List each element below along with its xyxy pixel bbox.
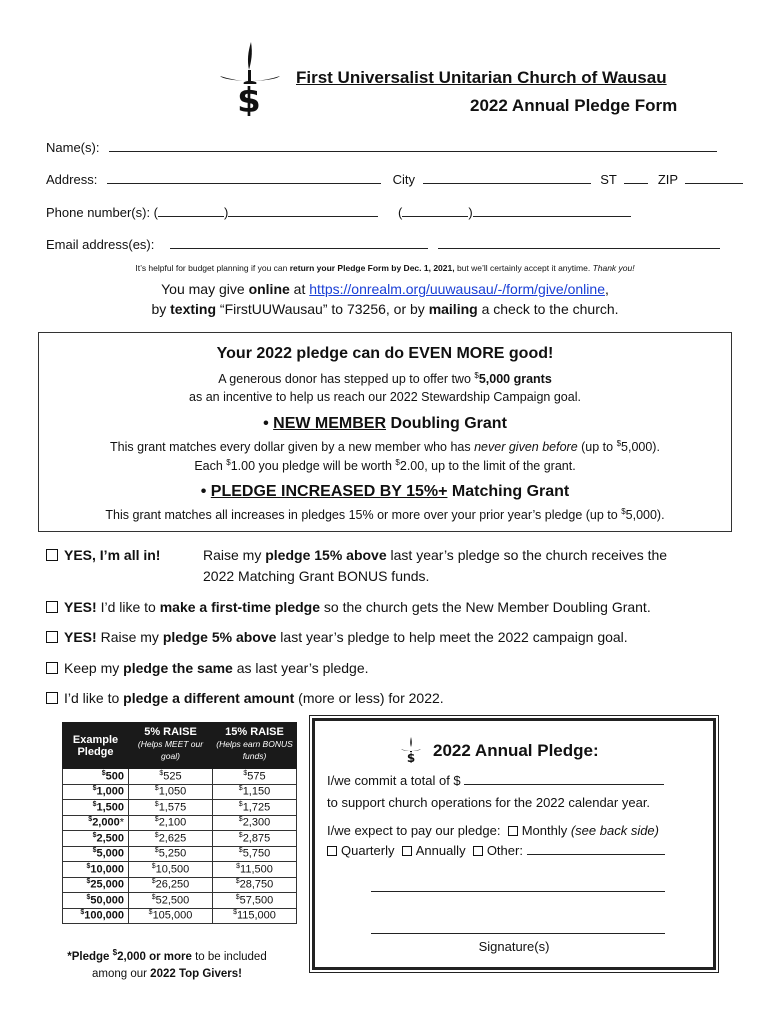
option-raise-5: YES! Raise my pledge 5% above last year’s pledge to help meet the 2022 campaign goal. <box>46 629 628 645</box>
first-time-checkbox[interactable] <box>46 601 58 613</box>
new-member-grant-line-1: This grant matches every dollar given by a new member who has never given before (up to $5,000). <box>110 439 660 455</box>
table-row <box>63 784 297 800</box>
names-label: Name(s): <box>46 140 100 155</box>
option-all-in: YES, I’m all in! Raise my pledge 15% above last year’s pledge so the church receives the 2022 Matching Grant BONUS funds. <box>46 547 160 563</box>
table-cell: $5,750 <box>213 846 297 862</box>
email-row <box>46 237 720 252</box>
quarterly-checkbox[interactable] <box>327 846 337 856</box>
table-row <box>63 831 297 847</box>
table-row <box>63 862 297 878</box>
new-member-grant-line-2: Each $1.00 you pledge will be worth $2.00, up to the limit of the grant. <box>194 458 576 474</box>
table-cell: $105,000 <box>129 908 213 924</box>
table-cell: $1,150 <box>213 784 297 800</box>
table-cell: $575 <box>213 769 297 785</box>
other-field[interactable] <box>527 844 665 855</box>
table-cell: $10,500 <box>129 862 213 878</box>
chalice-dollar-icon <box>218 40 282 116</box>
table-cell: $2,875 <box>213 831 297 847</box>
chalice-dollar-icon <box>401 737 421 763</box>
new-member-grant-title: • NEW MEMBER Doubling Grant <box>263 415 507 432</box>
table-cell: $2,100 <box>129 815 213 831</box>
table-row <box>63 800 297 816</box>
phone-paren: ) <box>224 205 229 220</box>
table-cell: $5,250 <box>129 846 213 862</box>
church-name: First Universalist Unitarian Church of Wausau <box>296 68 667 87</box>
return-note: It’s helpful for budget planning if you can return your Pledge Form by Dec. 1, 2021, but we’ll certainly accept it anytime. Thank you! <box>135 263 635 273</box>
phone2-close: ) <box>468 205 473 220</box>
support-text: to support church operations for the 2022 calendar year. <box>327 795 651 810</box>
annual-pledge-box <box>312 718 716 970</box>
pledge-box-title: 2022 Annual Pledge: <box>433 741 599 760</box>
names-field[interactable] <box>109 141 717 152</box>
table-cell: $1,050 <box>129 784 213 800</box>
other-checkbox[interactable] <box>473 846 483 856</box>
give-online-line: You may give online at https://onrealm.org/uuwausau/-/form/give/online, <box>161 281 609 297</box>
signature-line-2[interactable] <box>371 933 665 934</box>
names-row <box>46 140 717 155</box>
table-cell: $25,000 <box>63 877 129 893</box>
table-cell: $26,250 <box>129 877 213 893</box>
example-pledge-table <box>62 722 297 924</box>
table-cell: $2,300 <box>213 815 297 831</box>
email-label: Email address(es): <box>46 237 155 252</box>
phone-label: Phone number(s): ( <box>46 205 158 220</box>
grant-box-title: Your 2022 pledge can do EVEN MORE good! <box>216 345 554 362</box>
table-cell: $52,500 <box>129 893 213 909</box>
col-5-raise: 5% RAISE (Helps MEET our goal) <box>129 723 213 769</box>
table-cell: $11,500 <box>213 862 297 878</box>
phone2-area-field[interactable] <box>402 206 468 217</box>
zip-label: ZIP <box>657 172 678 187</box>
table-cell: $115,000 <box>213 908 297 924</box>
table-cell: $1,500 <box>63 800 129 816</box>
table-row <box>63 846 297 862</box>
table-row <box>63 908 297 924</box>
table-cell: $100,000 <box>63 908 129 924</box>
address-field[interactable] <box>107 173 381 184</box>
grant-intro-2: as an incentive to help us reach our 2022 Stewardship Campaign goal. <box>189 390 581 404</box>
raise-5-checkbox[interactable] <box>46 631 58 643</box>
phone1-field[interactable] <box>228 206 378 217</box>
table-cell: $57,500 <box>213 893 297 909</box>
col-15-raise: 15% RAISE (Helps earn BONUS funds) <box>213 723 297 769</box>
table-cell: $50,000 <box>63 893 129 909</box>
increase-grant-line-1: This grant matches all increases in pledges 15% or more over your prior year’s pledge (up to $5,000). <box>105 507 665 523</box>
form-title: 2022 Annual Pledge Form <box>470 96 678 115</box>
table-cell: $1,575 <box>129 800 213 816</box>
phone2-field[interactable] <box>473 206 631 217</box>
table-cell: $2,500 <box>63 831 129 847</box>
table-row <box>63 877 297 893</box>
expect-row: I/we expect to pay our pledge: Monthly (see back side) <box>327 823 659 838</box>
address-row <box>46 172 743 187</box>
table-cell: $1,000 <box>63 784 129 800</box>
give-online-link[interactable]: https://onrealm.org/uuwausau/-/form/give/online <box>309 281 605 297</box>
table-cell: $10,000 <box>63 862 129 878</box>
commit-row: I/we commit a total of $ <box>327 773 664 788</box>
st-field[interactable] <box>624 173 648 184</box>
table-cell: $2,000* <box>63 815 129 831</box>
same-checkbox[interactable] <box>46 662 58 674</box>
annually-checkbox[interactable] <box>402 846 412 856</box>
grant-info-box <box>38 332 732 532</box>
grant-intro-1: A generous donor has stepped up to offer two $5,000 grants <box>218 371 552 387</box>
different-checkbox[interactable] <box>46 692 58 704</box>
table-cell: $500 <box>63 769 129 785</box>
table-cell: $5,000 <box>63 846 129 862</box>
city-label: City <box>392 172 415 187</box>
option-different: I’d like to pledge a different amount (more or less) for 2022. <box>46 690 444 706</box>
address-label: Address: <box>46 172 98 187</box>
table-row <box>63 893 297 909</box>
email1-field[interactable] <box>170 238 428 249</box>
col-example-pledge: Example Pledge <box>63 723 129 769</box>
email2-field[interactable] <box>438 238 720 249</box>
st-label: ST <box>600 172 617 187</box>
phone1-area-field[interactable] <box>158 206 224 217</box>
table-row <box>63 769 297 785</box>
all-in-checkbox[interactable] <box>46 549 58 561</box>
city-field[interactable] <box>423 173 591 184</box>
top-givers-note: *Pledge $2,000 or more to be included among our 2022 Top Givers! <box>67 948 267 980</box>
phone-row <box>46 205 631 220</box>
table-row <box>63 815 297 831</box>
table-cell: $1,725 <box>213 800 297 816</box>
svg-text:$: $ <box>406 751 416 763</box>
svg-text:$: $ <box>237 81 261 116</box>
signature-line-1[interactable] <box>371 891 665 892</box>
zip-field[interactable] <box>685 173 743 184</box>
phone2-open: ( <box>397 205 403 220</box>
pledge-amount-field[interactable] <box>464 774 664 785</box>
table-cell: $28,750 <box>213 877 297 893</box>
monthly-checkbox[interactable] <box>508 826 518 836</box>
signature-label: Signature(s) <box>478 939 550 954</box>
table-cell: $2,625 <box>129 831 213 847</box>
increase-grant-title: • PLEDGE INCREASED BY 15%+ Matching Grant <box>200 483 570 500</box>
option-same: Keep my pledge the same as last year’s pledge. <box>46 660 369 676</box>
frequency-row: Quarterly Annually Other: <box>327 843 665 858</box>
table-cell: $525 <box>129 769 213 785</box>
give-other-line: by texting “FirstUUWausau” to 73256, or by mailing a check to the church. <box>151 301 619 317</box>
option-first-time: YES! I’d like to make a first-time pledge so the church gets the New Member Doubling Grant. <box>46 599 651 615</box>
